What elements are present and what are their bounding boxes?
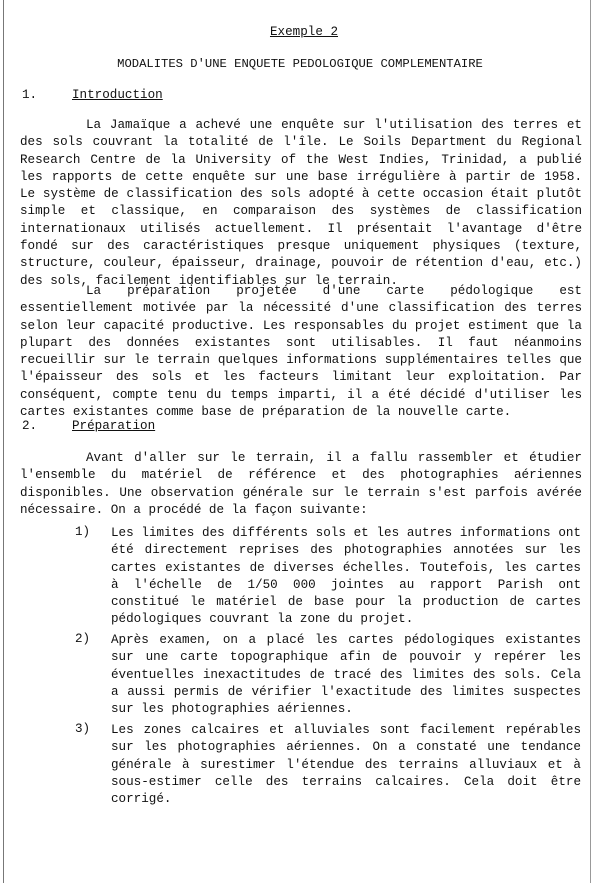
list-item-number: 2): [75, 632, 91, 646]
paragraph-introduction-2: [20, 283, 582, 421]
paragraph-introduction-1: [20, 117, 582, 290]
list-item-text: Après examen, on a placé les cartes pédologiques existantes sur une carte topographique afin de pouvoir y repérer les éventuelles inexactitudes de tracé des limites des sols. Cela a aussi permis de vérifier l'exactitude des limites suspectes sur les photographies aériennes.: [111, 633, 581, 717]
section-title: Introduction: [72, 88, 163, 102]
list-item-number: 3): [75, 722, 91, 736]
document-title: MODALITES D'UNE ENQUETE PEDOLOGIQUE COMPLEMENTAIRE: [117, 57, 483, 71]
example-label-text: Exemple 2: [269, 25, 339, 39]
paragraph-text: La Jamaïque a achevé une enquête sur l'utilisation des terres et des sols couvrant la totalité de l'île. Le Soils Department du Regional Research Centre de la University of the West Indies, Trinidad, a publié les rapports de cette enquête sur une base irrégulière à partir de 1958. Le système de classification des sols adopté à cette occasion était plutôt simple et classique, en comparaison des systèmes de classification internationaux utilisés actuellement. Il présentait l'avantage d'être fondé sur des caractéristiques presque uniquement physiques (texture, structure, couleur, épaisseur, drainage, pouvoir de rétention d'eau, etc.) des sols, facilement identifiables sur le terrain.: [20, 118, 582, 288]
section-heading-preparation: [22, 419, 155, 433]
list-item-text: Les zones calcaires et alluviales sont facilement repérables sur les photographies aériennes. On a constaté une tendance générale à surestimer l'étendue des terrains alluviaux et à sous-estimer celle des terrains calcaires. Cela doit être corrigé.: [111, 723, 581, 807]
paragraph-text: La préparation projetée d'une carte pédologique est essentiellement motivée par la nécessité d'une classification des terres selon leur capacité productive. Les responsables du projet estiment que la plupart des données existantes sont utilisables. Il faut néanmoins recueillir sur le terrain quelques informations supplémentaires telles que l'épaisseur des sols et les facteurs limitant leur exploitation. Par conséquent, compte tenu du temps imparti, il a été décidé d'utiliser les cartes existantes comme base de préparation de la nouvelle carte.: [20, 284, 582, 420]
list-item-number: 1): [75, 525, 91, 539]
right-border-line: [590, 0, 591, 883]
section-number: 2.: [22, 419, 38, 433]
paragraph-preparation-1: [20, 450, 582, 519]
section-number: 1.: [22, 88, 38, 102]
example-label: [0, 25, 600, 39]
section-title: Préparation: [72, 419, 156, 433]
paragraph-text: Avant d'aller sur le terrain, il a fallu rassembler et étudier l'ensemble du matériel de référence et des photographies aériennes disponibles. Une observation générale sur le terrain s'est parfois avérée nécessaire. On a procédé de la façon suivante:: [20, 451, 582, 517]
list-item-text: Les limites des différents sols et les autres informations ont été directement reprises des photographies annotées sur les cartes existantes de diverses échelles. Toutefois, les cartes à l'échelle de 1/50 000 jointes au rapport Parish ont constitué le matériel de base pour la production de cartes pédologiques couvrant la zone du projet.: [111, 526, 581, 627]
left-border-line: [3, 0, 4, 883]
section-heading-introduction: [22, 88, 163, 102]
